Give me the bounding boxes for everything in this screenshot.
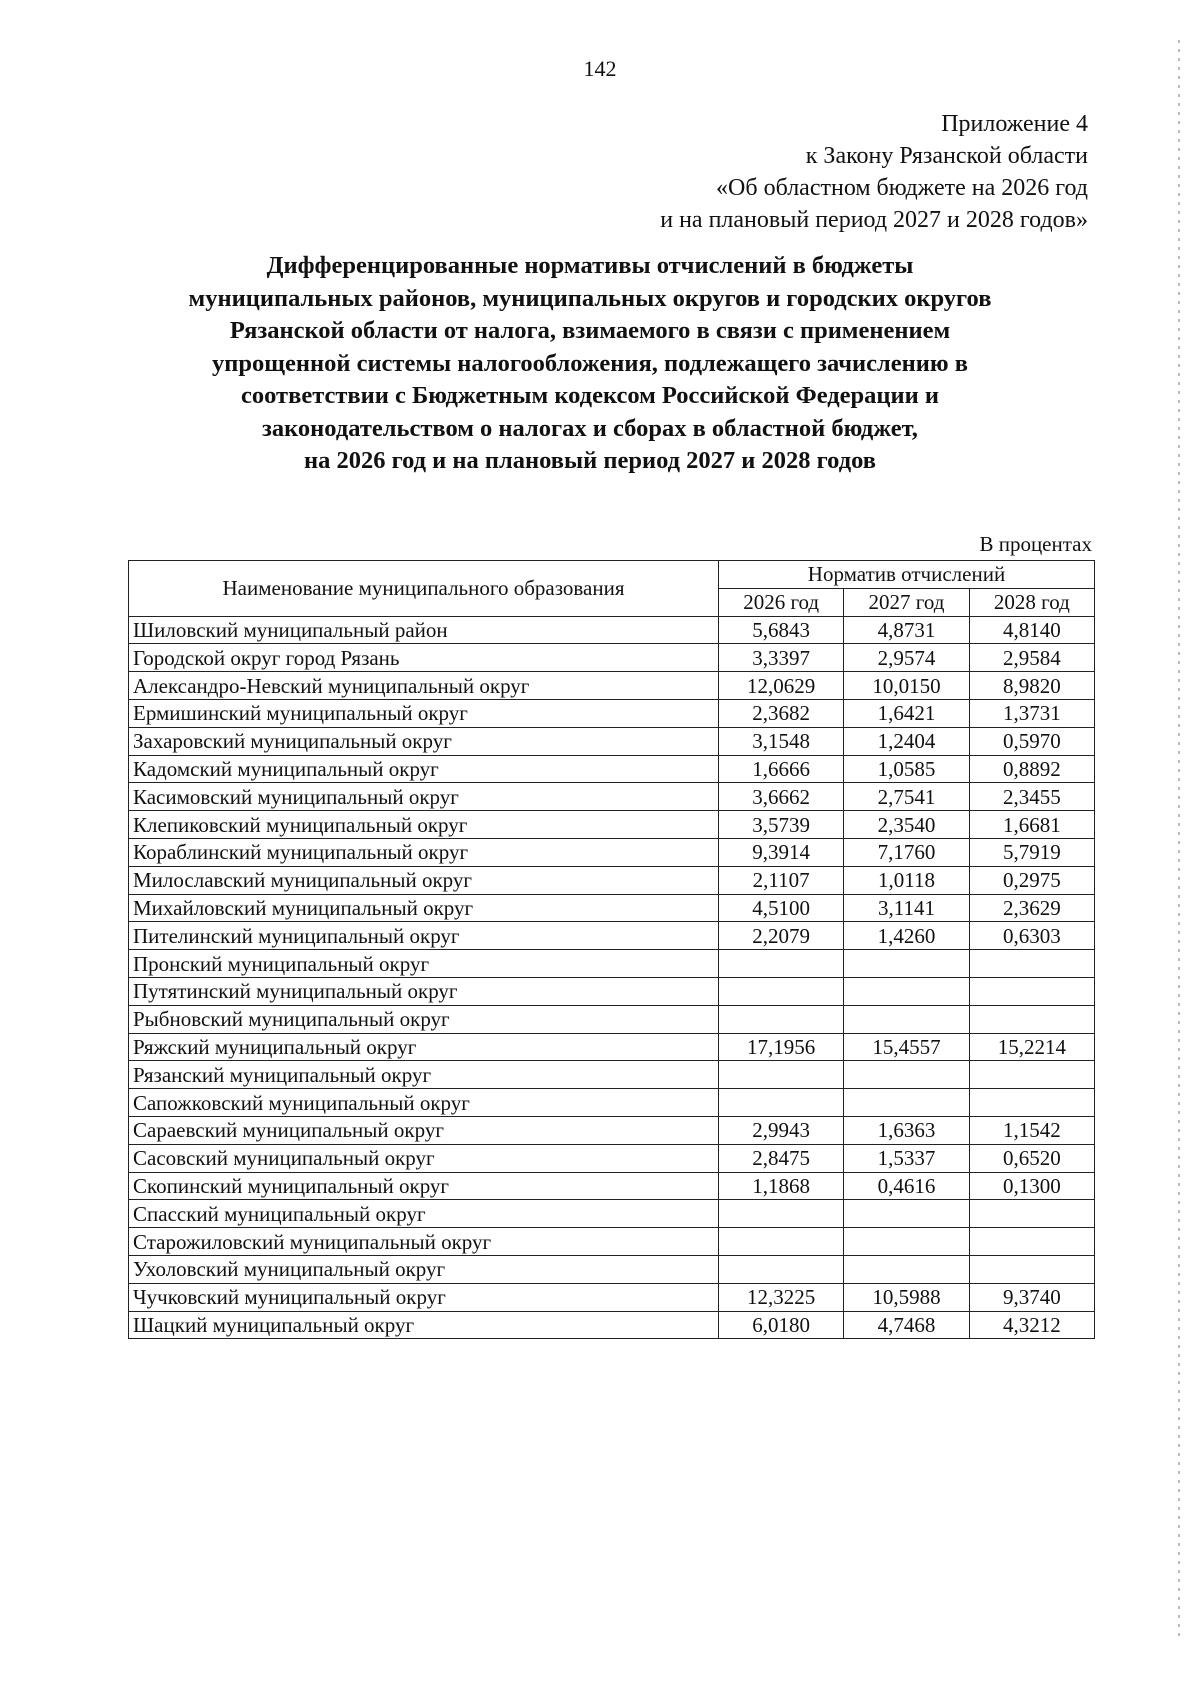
appendix-line: к Закону Рязанской области [805, 143, 1088, 169]
norm-value-2028: 1,6681 [969, 811, 1094, 839]
municipality-name: Спасский муниципальный округ [129, 1200, 719, 1228]
document-title [130, 250, 1050, 478]
norm-value-2027: 1,0118 [844, 866, 969, 894]
norm-value-2028: 9,3740 [969, 1283, 1094, 1311]
norm-value-2028: 0,8892 [969, 755, 1094, 783]
norm-value-2028: 2,3455 [969, 783, 1094, 811]
table-row [129, 922, 1095, 950]
norm-value-2026 [718, 1228, 843, 1256]
norm-value-2028: 15,2214 [969, 1033, 1094, 1061]
norm-value-2028: 2,3629 [969, 894, 1094, 922]
appendix-header [660, 108, 1088, 236]
title-line: Рязанской области от налога, взимаемого в связи с применением [229, 317, 951, 344]
municipality-name: Кадомский муниципальный округ [129, 755, 719, 783]
norm-value-2026: 9,3914 [718, 838, 843, 866]
municipality-name: Сасовский муниципальный округ [129, 1144, 719, 1172]
norm-value-2028: 4,8140 [969, 616, 1094, 644]
norm-value-2027: 2,7541 [844, 783, 969, 811]
norm-value-2027: 7,1760 [844, 838, 969, 866]
norm-value-2027: 10,5988 [844, 1283, 969, 1311]
norm-value-2028: 0,6303 [969, 922, 1094, 950]
table-row [129, 1283, 1095, 1311]
municipality-name: Ряжский муниципальный округ [129, 1033, 719, 1061]
norm-value-2027 [844, 950, 969, 978]
norm-value-2028 [969, 950, 1094, 978]
norm-value-2027 [844, 1255, 969, 1283]
table-row [129, 616, 1095, 644]
norm-value-2028 [969, 1200, 1094, 1228]
norm-value-2026 [718, 1005, 843, 1033]
norm-value-2027: 3,1141 [844, 894, 969, 922]
norm-value-2027 [844, 1200, 969, 1228]
norm-value-2028: 0,1300 [969, 1172, 1094, 1200]
municipality-name: Пителинский муниципальный округ [129, 922, 719, 950]
table-row [129, 1200, 1095, 1228]
norm-value-2026: 5,6843 [718, 616, 843, 644]
norm-value-2027 [844, 977, 969, 1005]
norm-value-2027: 4,7468 [844, 1311, 969, 1339]
table-row [129, 1144, 1095, 1172]
table-row [129, 866, 1095, 894]
norm-value-2026: 2,3682 [718, 699, 843, 727]
appendix-line: и на плановый период 2027 и 2028 годов» [660, 207, 1088, 233]
municipality-name: Михайловский муниципальный округ [129, 894, 719, 922]
norm-value-2027: 0,4616 [844, 1172, 969, 1200]
title-line: законодательством о налогах и сборах в областной бюджет, [262, 414, 918, 442]
municipality-name: Ермишинский муниципальный округ [129, 699, 719, 727]
municipality-name: Шиловский муниципальный район [129, 616, 719, 644]
norm-value-2028: 4,3212 [969, 1311, 1094, 1339]
table-row [129, 755, 1095, 783]
norm-value-2028: 1,3731 [969, 699, 1094, 727]
table-row [129, 1172, 1095, 1200]
norm-value-2026 [718, 1061, 843, 1089]
norm-value-2028 [969, 1255, 1094, 1283]
norm-value-2027: 10,0150 [844, 672, 969, 700]
norm-value-2027 [844, 1005, 969, 1033]
norm-value-2028 [969, 977, 1094, 1005]
norm-value-2027 [844, 1061, 969, 1089]
norm-value-2026: 3,6662 [718, 783, 843, 811]
municipality-name: Милославский муниципальный округ [129, 866, 719, 894]
municipality-name: Рыбновский муниципальный округ [129, 1005, 719, 1033]
title-line: муниципальных районов, муниципальных округов и городских округов [188, 284, 992, 312]
table-row [129, 1311, 1095, 1339]
title-line: соответствии с Бюджетным кодексом Российской Федерации и [241, 382, 939, 409]
norm-value-2026: 2,1107 [718, 866, 843, 894]
municipality-name: Касимовский муниципальный округ [129, 783, 719, 811]
municipality-name: Шацкий муниципальный округ [129, 1311, 719, 1339]
norm-value-2028: 2,9584 [969, 644, 1094, 672]
norm-value-2027: 4,8731 [844, 616, 969, 644]
norm-value-2026: 17,1956 [718, 1033, 843, 1061]
municipality-name: Скопинский муниципальный округ [129, 1172, 719, 1200]
norm-value-2026: 12,3225 [718, 1283, 843, 1311]
municipality-name: Ухоловский муниципальный округ [129, 1255, 719, 1283]
municipality-name: Кораблинский муниципальный округ [129, 838, 719, 866]
municipality-name: Сапожковский муниципальный округ [129, 1089, 719, 1117]
table-row [129, 1255, 1095, 1283]
norm-value-2027: 2,3540 [844, 811, 969, 839]
municipality-name: Городской округ город Рязань [129, 644, 719, 672]
header-year: 2026 год [718, 588, 843, 616]
table-row [129, 672, 1095, 700]
norm-value-2027: 1,6363 [844, 1116, 969, 1144]
norm-value-2026: 1,1868 [718, 1172, 843, 1200]
norm-value-2027: 1,2404 [844, 727, 969, 755]
norm-value-2026: 4,5100 [718, 894, 843, 922]
appendix-line: «Об областном бюджете на 2026 год [716, 175, 1088, 201]
table-row [129, 1089, 1095, 1117]
header-year: 2028 год [969, 588, 1094, 616]
table-row [129, 811, 1095, 839]
table-row [129, 1033, 1095, 1061]
norm-value-2026 [718, 977, 843, 1005]
norm-value-2027 [844, 1228, 969, 1256]
municipality-name: Захаровский муниципальный округ [129, 727, 719, 755]
header-year: 2027 год [844, 588, 969, 616]
municipality-name: Сараевский муниципальный округ [129, 1116, 719, 1144]
norm-value-2027: 15,4557 [844, 1033, 969, 1061]
table-row [129, 1061, 1095, 1089]
norm-value-2026: 1,6666 [718, 755, 843, 783]
table-header-row [129, 561, 1095, 589]
units-label: В процентах [979, 532, 1092, 556]
municipality-name: Рязанский муниципальный округ [129, 1061, 719, 1089]
norm-value-2027: 1,6421 [844, 699, 969, 727]
table-row [129, 727, 1095, 755]
municipality-name: Чучковский муниципальный округ [129, 1283, 719, 1311]
norm-value-2026 [718, 950, 843, 978]
norm-value-2026: 3,3397 [718, 644, 843, 672]
norm-value-2026: 3,1548 [718, 727, 843, 755]
table-row [129, 1228, 1095, 1256]
norm-value-2028: 0,2975 [969, 866, 1094, 894]
norm-value-2027: 1,0585 [844, 755, 969, 783]
table-row [129, 1005, 1095, 1033]
table-row [129, 1116, 1095, 1144]
table-row [129, 894, 1095, 922]
norm-value-2026: 2,8475 [718, 1144, 843, 1172]
table-row [129, 783, 1095, 811]
header-name: Наименование муниципального образования [129, 561, 719, 617]
norm-value-2026: 6,0180 [718, 1311, 843, 1339]
norm-value-2026: 12,0629 [718, 672, 843, 700]
municipality-name: Старожиловский муниципальный округ [129, 1228, 719, 1256]
municipality-name: Александро-Невский муниципальный округ [129, 672, 719, 700]
table-row [129, 950, 1095, 978]
norm-value-2028: 1,1542 [969, 1116, 1094, 1144]
title-line: упрощенной системы налогообложения, подлежащего зачислению в [212, 349, 968, 377]
appendix-line: Приложение 4 [941, 111, 1088, 137]
norm-value-2028 [969, 1089, 1094, 1117]
norm-value-2028: 0,6520 [969, 1144, 1094, 1172]
table-row [129, 699, 1095, 727]
norm-value-2026 [718, 1255, 843, 1283]
header-group: Норматив отчислений [718, 561, 1094, 589]
table-row [129, 977, 1095, 1005]
municipality-name: Путятинский муниципальный округ [129, 977, 719, 1005]
norm-value-2027 [844, 1089, 969, 1117]
page-number: 142 [583, 56, 617, 81]
norms-table [128, 560, 1095, 1339]
table-body [129, 616, 1095, 1339]
title-line: на 2026 год и на плановый период 2027 и 2028 годов [303, 447, 876, 474]
norm-value-2028: 8,9820 [969, 672, 1094, 700]
norm-value-2027: 1,5337 [844, 1144, 969, 1172]
title-line: Дифференцированные нормативы отчислений в бюджеты [266, 252, 914, 279]
table-row [129, 644, 1095, 672]
norm-value-2026: 2,2079 [718, 922, 843, 950]
norm-value-2026: 3,5739 [718, 811, 843, 839]
norm-value-2027: 1,4260 [844, 922, 969, 950]
norm-value-2028 [969, 1061, 1094, 1089]
table-row [129, 838, 1095, 866]
municipality-name: Клепиковский муниципальный округ [129, 811, 719, 839]
norm-value-2026 [718, 1200, 843, 1228]
norm-value-2028: 0,5970 [969, 727, 1094, 755]
norm-value-2026 [718, 1089, 843, 1117]
municipality-name: Пронский муниципальный округ [129, 950, 719, 978]
norm-value-2026: 2,9943 [718, 1116, 843, 1144]
norm-value-2028 [969, 1228, 1094, 1256]
scan-edge [1178, 40, 1180, 1640]
norm-value-2028 [969, 1005, 1094, 1033]
norm-value-2028: 5,7919 [969, 838, 1094, 866]
norm-value-2027: 2,9574 [844, 644, 969, 672]
